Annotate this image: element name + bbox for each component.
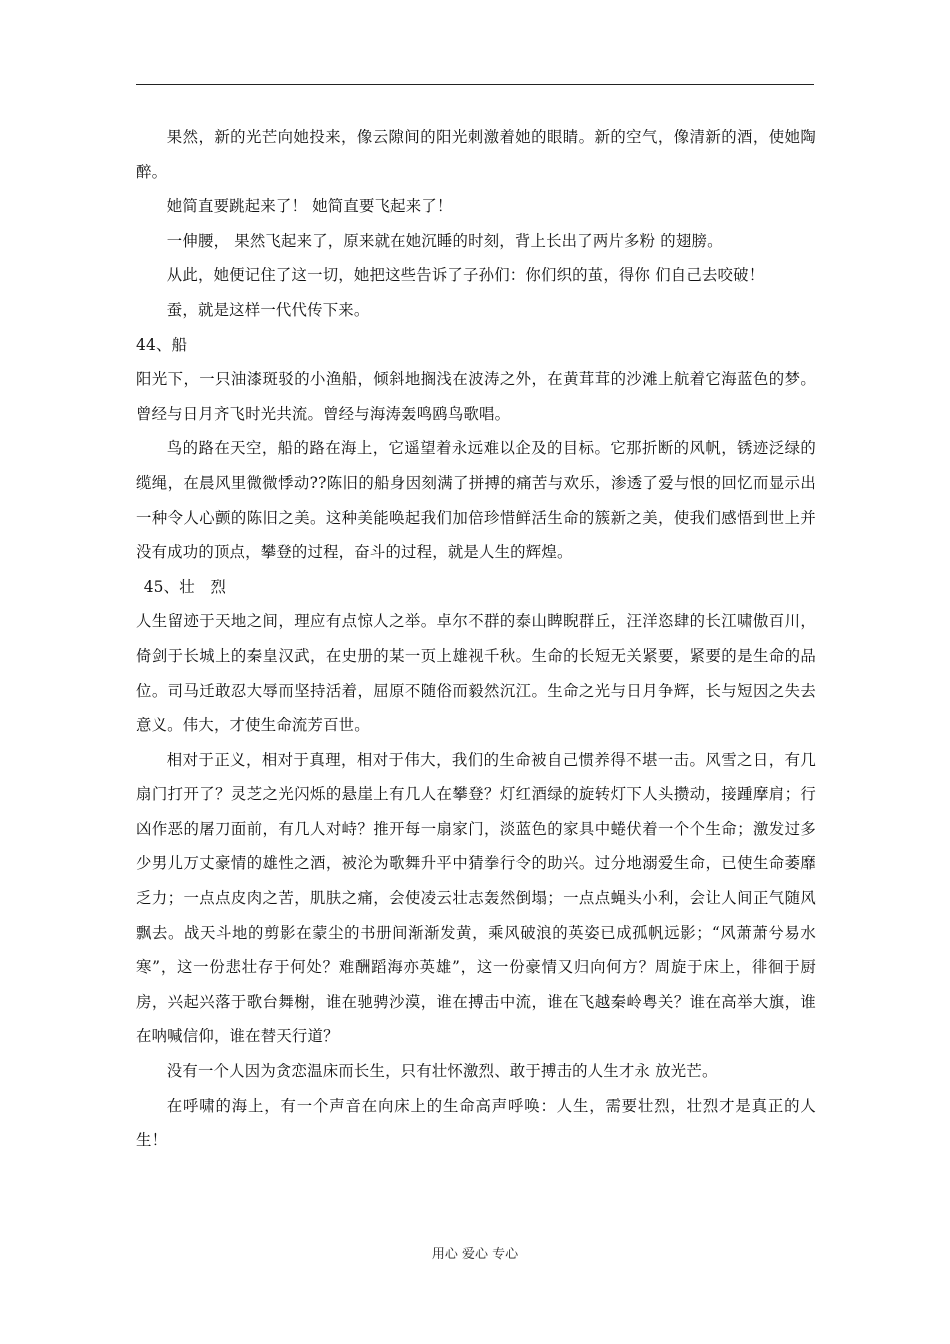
document-body: [136, 120, 816, 1158]
page-footer: 用心 爱心 专心: [431, 1247, 519, 1262]
paragraph: 鸟的路在天空，船的路在海上，它遥望着永远难以企及的目标。它那折断的风帆，锈迹泛绿的缆绳，在晨风里微微悸动??陈旧的船身因刻满了拼搏的痛苦与欢乐，渗透了爱与恨的回忆而显示出一种令人心颤的陈旧之美。这种美能唤起我们加倍珍惜鲜活生命的簇新之美，使我们感悟到世上并没有成功的顶点，攀登的过程，奋斗的过程，就是人生的辉煌。: [136, 439, 816, 562]
paragraph: 在呼啸的海上，有一个声音在向床上的生命高声呼唤：人生，需要壮烈，壮烈才是真正的人生！: [136, 1096, 816, 1150]
section-heading-44: 44、船: [136, 335, 188, 354]
paragraph: 相对于正义，相对于真理，相对于伟大，我们的生命被自己惯养得不堪一击。风雪之日，有几扇门打开了？灵芝之光闪烁的悬崖上有几人在攀登？灯红酒绿的旋转灯下人头攒动，接踵摩肩；行凶作恶的屠刀面前，有几人对峙？推开每一扇家门，淡蓝色的家具中蜷伏着一个个生命；激发过多少男儿万丈豪情的雄性之酒，被沦为歌舞升平中猜拳行令的助兴。过分地溺爱生命，已使生命萎靡乏力；一点点皮肉之苦，肌肤之痛，会使凌云壮志轰然倒塌；一点点蝇头小利，会让人间正气随风飘去。战天斗地的剪影在蒙尘的书册间渐渐发黄，乘风破浪的英姿已成孤帆远影；“风萧萧兮易水寒”，这一份悲壮存于何处？难酬蹈海亦英雄”，这一份豪情又归向何方？周旋于床上，徘徊于厨房，兴起兴落于歌台舞榭，谁在驰骋沙漠，谁在搏击中流，谁在飞越秦岭粤关？谁在高举大旗，谁在呐喊信仰，谁在替天行道？: [136, 750, 816, 1046]
paragraph: 果然，新的光芒向她投来，像云隙间的阳光刺激着她的眼睛。新的空气，像清新的酒，使她陶醉。: [136, 128, 816, 181]
paragraph: 从此，她便记住了这一切，她把这些告诉了子孙们：你们织的茧，得你 们自己去咬破！: [166, 266, 765, 285]
paragraph: 阳光下，一只油漆斑驳的小渔船，倾斜地搁浅在波涛之外，在黄茸茸的沙滩上航着它海蓝色的梦。曾经与日月齐飞时光共流。曾经与海涛轰鸣鸥鸟歌唱。: [136, 370, 816, 423]
paragraph: 人生留迹于天地之间，理应有点惊人之举。卓尔不群的泰山睥睨群丘，汪洋恣肆的长江啸傲百川，倚剑于长城上的秦皇汉武，在史册的某一页上雄视千秋。生命的长短无关紧要，紧要的是生命的品位。司马迁敢忍大辱而坚持活着，屈原不随俗而毅然沉江。生命之光与日月争辉，长与短因之失去意义。伟大，才使生命流芳百世。: [136, 612, 816, 735]
paragraph: 一伸腰， 果然飞起来了，原来就在她沉睡的时刻，背上长出了两片多粉 的翅膀。: [166, 231, 723, 250]
header-rule: [136, 84, 814, 85]
paragraph: 她简直要跳起来了！ 她简直要飞起来了！: [166, 197, 453, 216]
section-heading-45: 45、壮 烈: [143, 577, 227, 596]
paragraph: 蚕，就是这样一代代传下来。: [166, 300, 370, 319]
paragraph: 没有一个人因为贪恋温床而长生，只有壮怀激烈、敢于搏击的人生才永 放光芒。: [166, 1062, 718, 1081]
